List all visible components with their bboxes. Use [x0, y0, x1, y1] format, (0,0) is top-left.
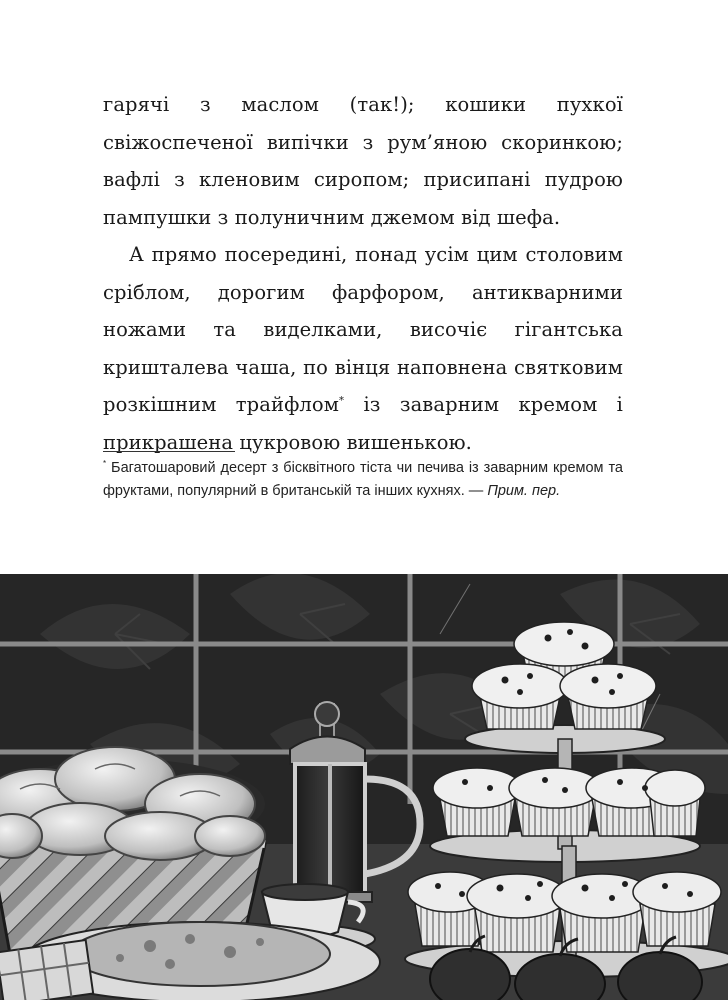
footnote-divider: [103, 451, 235, 452]
illustration-svg: [0, 574, 728, 1000]
footnote-text: Багатошаровий десерт з бісквітного тіста чи печива із заварним кремом та фруктами, популярний в британській та інших кухнях. —: [103, 460, 623, 499]
footnote-translator-note: Прим. пер.: [487, 482, 561, 499]
footnote-mark: *: [103, 459, 107, 469]
paragraph-1: [103, 86, 623, 236]
body-text: [103, 86, 623, 461]
footnote: [103, 457, 623, 502]
paragraph-2: [103, 236, 623, 461]
illustration-breakfast-table: [0, 574, 728, 1000]
paragraph-1-text: гарячі з маслом (так!); кошики пухкої свіжоспеченої випічки з рум’яною скоринкою; вафлі з кленовим сиропом; присипані пудрою пампушки з полуничним джемом від шефа.: [103, 93, 623, 229]
footnote-reference: *: [339, 395, 345, 407]
paragraph-2-text-before: А прямо посередині, понад усім цим столовим сріблом, дорогим фарфором, антикварними ножами та виделками, височіє гігантська кришталева чаша, по вінця наповнена святковим розкішним трайфлом: [103, 243, 623, 416]
foreground-fruit: [430, 949, 702, 1000]
muffins: [408, 622, 721, 952]
paragraph-2-text-after: із заварним кремом і прикрашена цукровою вишенькою.: [103, 393, 623, 454]
